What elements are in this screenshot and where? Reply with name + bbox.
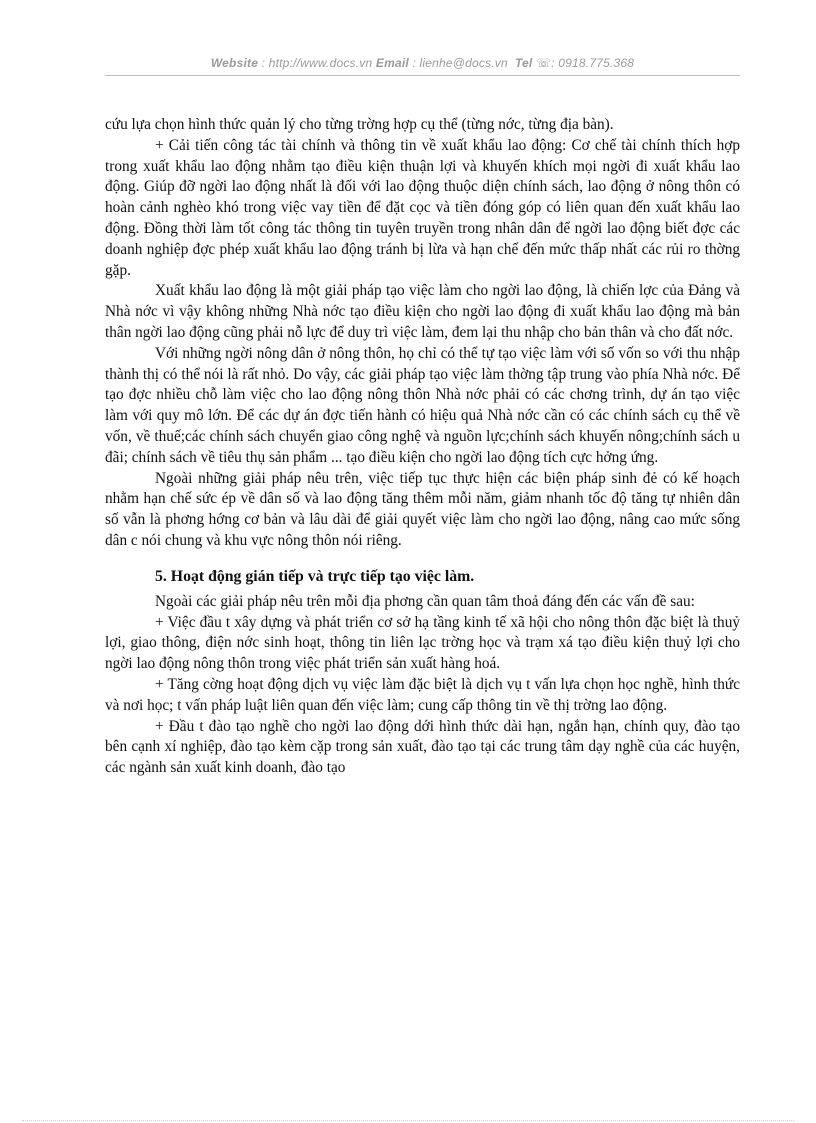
- paragraph: Với những ngời nông dân ở nông thôn, họ chỉ có thể tự tạo việc làm với số vốn so với thu nhập thành thị có thể nói là rất nhỏ. Do vậy, các giải pháp tạo việc làm thờng tập trung vào phía Nhà nớc. Để tạo đợc nhiều chỗ làm việc cho lao động nông thôn Nhà nớc phải có các chơng trình, dự án tạo việc làm với quy mô lớn. Để các dự án đợc tiến hành có hiệu quả Nhà nớc cần có các chính sách cụ thể về vốn, về thuế;các chính sách chuyển giao công nghệ và nguồn lực;chính sách khuyến nông;chính sách u đãi; chính sách về tiêu thụ sản phẩm ... tạo điều kiện cho ngời lao động tích cực hởng ứng.: [105, 344, 740, 466]
- paragraph: Xuất khẩu lao động là một giải pháp tạo việc làm cho ngời lao động, là chiến lợc của Đảng và Nhà nớc vì vậy không những Nhà nớc tạo điều kiện cho ngời lao động đi xuất khẩu lao động mà bản thân ngời lao động cũng phải nỗ lực để duy trì việc làm, đem lại thu nhập cho bản thân và cho đất nớc.: [105, 282, 740, 341]
- section-heading: 5. Hoạt động gián tiếp và trực tiếp tạo việc làm.: [155, 567, 475, 585]
- header-divider: [105, 75, 740, 76]
- paragraph: + Cải tiến công tác tài chính và thông tin về xuất khẩu lao động: Cơ chế tài chính thích hợp trong xuất khẩu lao động nhằm tạo điều kiện thuận lợi và khuyến khích mọi ngời đi xuất khẩu lao động. Giúp đỡ ngời lao động nhất là đối với lao động thuộc diện chính sách, lao động ở nông thôn có hoàn cảnh nghèo khó trong việc vay tiền để đặt cọc và tiền đóng góp có liên quan đến xuất khẩu lao động. Đồng thời làm tốt công tác thông tin tuyên truyền trong nhân dân để ngời lao động biết đợc các doanh nghiệp đợc phép xuất khẩu lao động tránh bị lừa và hạn chế đến mức thấp nhất các rủi ro thờng gặp.: [105, 136, 740, 279]
- tel-value: : 0918.775.368: [551, 56, 635, 70]
- paragraph: cứu lựa chọn hình thức quản lý cho từng trờng hợp cụ thể (từng nớc, từng địa bàn).: [105, 116, 614, 133]
- email-value[interactable]: : lienhe@docs.vn: [412, 56, 508, 70]
- paragraph: + Tăng cờng hoạt động dịch vụ việc làm đặc biệt là dịch vụ t vấn lựa chọn học nghề, hình thức và nơi học; t vấn pháp luật liên quan đến việc làm; cung cấp thông tin về thị trờng lao động.: [105, 675, 740, 714]
- website-label: Website: [210, 56, 259, 70]
- page-header: [105, 56, 740, 70]
- paragraph: Ngoài những giải pháp nêu trên, việc tiếp tục thực hiện các biện pháp sinh đẻ có kế hoạch nhằm hạn chế sức ép về dân số và lao động tăng thêm mỗi năm, giảm nhanh tốc độ tăng tự nhiên dân số vẫn là phơng hớng cơ bản và lâu dài để giải quyết việc làm cho ngời lao động, nâng cao mức sống dân c nói chung và khu vực nông thôn nói riêng.: [105, 469, 740, 549]
- footer-divider: [22, 1120, 794, 1121]
- document-body: [105, 115, 740, 779]
- phone-icon: ☏: [536, 56, 552, 70]
- tel-label: Tel: [514, 56, 533, 70]
- paragraph: Ngoài các giải pháp nêu trên mỗi địa phơng cần quan tâm thoả đáng đến các vấn đề sau:: [155, 592, 695, 610]
- website-value[interactable]: : http://www.docs.vn: [261, 56, 373, 70]
- paragraph: + Đầu t đào tạo nghề cho ngời lao động dới hình thức dài hạn, ngắn hạn, chính quy, đào tạo bên cạnh xí nghiệp, đào tạo kèm cặp trong sản xuất, đào tạo tại các trung tâm dạy nghề của các huyện, các ngành sản xuất kinh doanh, đào tạo: [105, 717, 740, 777]
- paragraph: + Việc đầu t xây dựng và phát triển cơ sở hạ tầng kinh tế xã hội cho nông thôn đặc biệt là thuỷ lợi, giao thông, điện nớc sinh hoạt, thông tin liên lạc trờng học và trạm xá tạo điều kiện thuỷ lợi cho ngời lao động nông thôn trong việc phát triển sản xuất hàng hoá.: [105, 613, 740, 673]
- email-label: Email: [375, 56, 409, 70]
